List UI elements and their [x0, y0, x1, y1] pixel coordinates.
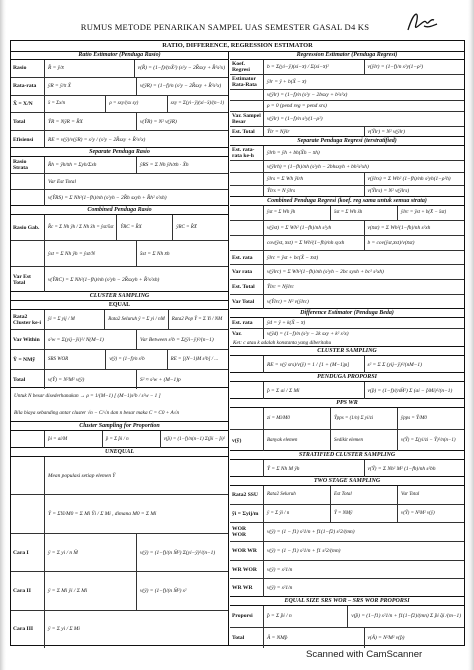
row-label: Total	[11, 370, 45, 389]
section-heading: EQUAL SIZE SRS WOR – SRS WOR PROPORSI	[230, 597, 464, 606]
scan-shadow-left	[0, 0, 6, 670]
formula-cell: Ŷlr = Nȳlr	[264, 127, 365, 137]
section-heading: STRATIFIED CLUSTER SAMPLING	[230, 451, 464, 460]
section-rows	[230, 408, 464, 451]
formula-cell: ȳlrc = ȳst + b(X̄ − x̄st)	[401, 210, 447, 216]
row-label	[11, 431, 45, 448]
formula-cell: Est Total	[331, 486, 398, 504]
section-rows	[230, 206, 464, 309]
formula-row	[230, 579, 464, 597]
section-heading: Combined Penduga Rasio	[11, 206, 228, 215]
row-label: Total	[230, 628, 264, 649]
formula-cell: b = Σ(yi−ȳ)(xi−x̄) / Σ(xi−x̄)²	[264, 60, 365, 74]
formula-cell: R̂ = ȳ/x̄	[45, 60, 135, 77]
formula-cell: v(ȳlr) = (1−f)/n (s²y − 2bsxy + b²s²x)	[267, 92, 348, 98]
formula-row	[230, 356, 464, 373]
formula-cell: R̂c = Σ Nh ȳh / Σ Nh x̄h = ŷst/x̂st	[45, 215, 117, 240]
row-label	[230, 206, 264, 220]
formula-cell: RE = v(ȳ srs)/v(ȳ) = 1 / [1 + (M−1)ρ]	[264, 356, 365, 373]
camscanner-watermark: Scanned with CamScanner	[306, 649, 423, 660]
formula-cell: ŶRC = R̂X	[117, 215, 173, 240]
formula-cell: SRS WOR	[45, 350, 106, 369]
formula-cell: ŷst = Σ Nh ȳh = ŷst/N	[45, 241, 137, 266]
formula-cell: Ŷ = NMȳ	[331, 505, 398, 523]
proportion-estimator-section	[230, 373, 464, 399]
formula-row	[11, 113, 228, 131]
formula-row	[230, 628, 464, 649]
row-label	[230, 90, 264, 100]
row-label: WR WOR	[230, 561, 264, 579]
formula-row	[11, 60, 228, 78]
section-heading: UNEQUAL	[11, 448, 228, 457]
formula-cell: ρ = 0 (pend reg = pend srs)	[267, 103, 327, 109]
row-label: v(ȳ)	[230, 430, 264, 451]
regression-estimator-section	[230, 51, 464, 137]
difference-estimator-section	[230, 309, 464, 347]
section-rows	[11, 215, 228, 292]
section-rows	[230, 382, 464, 399]
formula-row	[230, 251, 464, 266]
formula-row	[230, 206, 464, 221]
formula-cell: x̂st = Σ Nh x̄h	[140, 250, 170, 257]
section-heading: Ratio Estimator (Penduga Rasio)	[11, 51, 228, 60]
formula-cell: ȳlrc = ȳst + bc(X̄ − x̄st)	[267, 254, 319, 261]
formula-row	[230, 60, 464, 75]
section-heading: TWO STAGE SAMPLING	[230, 477, 464, 486]
formula-cell: RE = [(N−1)M s²b] / ...	[170, 357, 219, 362]
main-header: RATIO, DIFFERENCE, REGRESSION ESTIMATOR	[11, 41, 464, 52]
row-label	[11, 241, 45, 266]
formula-cell: v(Â) = N²M² v(p̂)	[367, 634, 405, 641]
formula-row	[11, 431, 228, 448]
formula-row	[11, 572, 228, 610]
formula-cell: v(ȳ) = (1−f)/(n M̄²) s²	[140, 587, 187, 594]
formula-cell: v(ȳlrc) = Σ Wh²(1−fh)/nh (s²yh − 2bc syxh + bc² s²xh)	[267, 269, 384, 276]
formula-cell: ȳlrs = Σ Wh ȳlrh	[264, 173, 365, 184]
formula-cell: v(ȳlrs) = Σ Wh² (1−fh)/nh s²yh(1−ρ²h)	[367, 175, 451, 182]
formula-cell: ȳ = Σ yi / Σ Mi	[48, 626, 80, 633]
section-rows	[11, 431, 228, 448]
pps-wr-section	[230, 399, 464, 451]
formula-cell: v(Ŷlr) = N² v(ȳlr)	[367, 129, 405, 135]
section-heading: CLUSTER SAMPLING	[11, 292, 228, 301]
formula-row	[230, 146, 464, 161]
formula-row	[11, 611, 228, 648]
section-note: Ket: c atau k adalah konstanta yang diberitahu	[233, 340, 332, 346]
formula-cell: v(p̂) = (1−f)/(nM̄²) Σ (ai − p̂Mi)²/(n−1)	[367, 387, 453, 394]
formula-cell: Sedikit elemen	[331, 430, 398, 451]
row-label: WR WR	[230, 579, 264, 597]
formula-row	[230, 101, 464, 112]
combined-regression-section	[230, 197, 464, 309]
formula-cell: ȳRC = R̂X̄	[176, 225, 197, 230]
formula-cell: v(ȳd) = (1−f)/n (s²y − 2k sxy + k² s²x)	[267, 331, 349, 337]
formula-cell: v(p̂) = (1−f1) s²1/n + f1(1−f2)/(mn) Σ p̂i q̂i /(m−1)	[351, 613, 461, 620]
formula-row	[230, 318, 464, 329]
row-label: Est. rata-rata ke-h	[230, 146, 264, 160]
row-label: Koef. Regresi	[230, 60, 264, 74]
signature-icon	[404, 8, 440, 36]
formula-row	[11, 457, 228, 495]
formula-row	[230, 280, 464, 295]
formula-row	[230, 186, 464, 197]
formula-cell: v(ȳ) = (1 − f1) s²1/n + f1 s²2/(mn)	[267, 547, 341, 554]
cluster-note: Bila biaya sebanding antar cluster √n − C/√n dan n besar maka C = C0 + A√n	[14, 410, 180, 416]
formula-cell: Â = NMp̂	[264, 628, 365, 649]
section-rows	[230, 356, 464, 373]
formula-row	[230, 486, 464, 505]
formula-cell: v(Ŷ) = Σ(yi/zi − Ŷ)²/n(n−1)	[401, 438, 456, 443]
formula-row	[230, 523, 464, 542]
right-column	[230, 51, 464, 645]
formula-row	[11, 310, 228, 330]
section-rows	[11, 157, 228, 206]
section-heading: Difference Estimator (Penduga Beda)	[230, 309, 464, 318]
formula-cell: v(ȳlr) = (1−f)/n s²y(1−ρ²)	[267, 116, 323, 122]
section-heading: PPS WR	[230, 399, 464, 408]
formula-cell: zi = Mi/M0	[264, 408, 331, 429]
section-heading: CLUSTER SAMPLING	[230, 347, 464, 356]
formula-row	[230, 90, 464, 101]
separate-ratio-section	[11, 148, 228, 206]
formula-cell: p̂ = Σ p̂i / n	[264, 606, 348, 627]
formula-row	[11, 330, 228, 350]
formula-cell: v(Ŷ) = N²M² v(ȳ)	[45, 370, 137, 389]
section-rows	[230, 60, 464, 137]
formula-row	[230, 606, 464, 628]
section-rows	[230, 486, 464, 597]
cluster-re-section	[230, 347, 464, 373]
formula-cell: ȳpps = Ŷ/M0	[401, 416, 427, 421]
cluster-sampling-section	[11, 292, 228, 388]
formula-cell: Ŷlrc = Nȳlrc	[267, 284, 294, 291]
row-label	[11, 495, 45, 532]
row-label	[230, 460, 264, 477]
formula-cell: ȳi = Σ yij / M	[45, 310, 105, 329]
formula-cell: v(ȳst) = Σ Wh² (1−fh)/nh s²yh	[264, 221, 365, 235]
section-rows	[230, 318, 464, 339]
row-label: Est. Total	[230, 280, 264, 294]
row-label	[230, 101, 264, 111]
formula-cell: x̄ = Σx/n	[45, 96, 106, 113]
formula-cell: ȳst = Σ Wh ȳh	[264, 206, 331, 220]
formula-cell: ȳ = Σ yi / n M̄	[45, 534, 137, 571]
formula-cell: p̂ = Σ p̂i / n	[103, 431, 161, 448]
unequal-cluster-section	[11, 448, 228, 647]
row-label: Cara II	[11, 572, 45, 609]
formula-cell: p̂i = ai/M	[45, 431, 103, 448]
formula-row	[11, 370, 228, 389]
formula-cell: RE = v(ȳ)/v(ȳR) = s²y / (s²y − 2R̂sxy + R̂²s²x)	[48, 136, 146, 143]
formula-cell: b = cov(ȳst,x̄st)/v(x̄st)	[367, 239, 415, 246]
formula-cell: v(ȳR) = (1−f)/n (s²y − 2R̂sxy + R̂²s²x)	[140, 83, 222, 90]
formula-cell: Mean populasi setiap elemen Ȳ	[48, 472, 116, 479]
formula-cell: v(ȳlr) = (1−f)/n s²y(1−ρ²)	[367, 64, 423, 70]
formula-row	[230, 127, 464, 137]
formula-cell: sxy = Σ(yi−ȳ)(xi−x̄)/(n−1)	[170, 101, 225, 107]
section-rows	[11, 310, 228, 389]
formula-cell: ȳlr = ȳ + b(X̄ − x̄)	[267, 79, 307, 85]
formula-row	[230, 408, 464, 430]
formula-cell: v(ȳ) = (1−f)/(n M̄²) Σ(yi−ȳ)²/(n−1)	[140, 549, 216, 556]
formula-cell: v(ȳlrh) = (1−fh)/nh (s²yh − 2bhsxyh + bh²s²xh)	[267, 163, 369, 170]
section-rows	[230, 146, 464, 197]
formula-cell: Ŷ = Σ Nh M ȳh	[264, 460, 365, 477]
row-label: X̄ = X/N	[11, 96, 45, 113]
row-label: Var Within	[11, 330, 45, 349]
formula-cell: v(Ŷlrc) = N² v(ȳlrc)	[267, 299, 309, 306]
row-label: Var Est Total	[11, 267, 45, 292]
formula-cell: v(ŶRC) = Σ Nh²(1−fh)/nh (s²yh − 2R̂sxyh + R̂²s²xh)	[48, 276, 160, 283]
formula-row	[230, 542, 464, 561]
formula-cell: cov(ȳst, x̄st) = Σ Wh²(1−fh)/nh syxh	[264, 236, 365, 250]
formula-cell: v(R̂) = (1−f)/(nX̄²) (s²y − 2R̂sxy + R̂²s²x)	[137, 65, 225, 72]
row-label: WOR WR	[230, 542, 264, 560]
formula-row	[230, 430, 464, 451]
formula-cell: ȳd = ȳ + k(X̄ − x̄)	[267, 320, 306, 326]
cluster-proportion-section	[11, 422, 228, 448]
row-label: Ŷ = NMȳ	[11, 350, 45, 369]
row-label	[230, 186, 264, 197]
formula-cell: Banyak elemen	[264, 430, 331, 451]
formula-cell: v(ȳ) = (1 − f1) s²1/n + f1(1−f2) s²2/(mn)	[267, 529, 355, 536]
formula-cell: v(ȳ) = s²1/n	[267, 566, 293, 573]
row-label: Cara III	[11, 611, 45, 648]
row-label: Rasio	[11, 60, 45, 77]
cluster-note: Untuk N besar disederhanakan → ρ = 1/(M−1) [ (M−1)s²b / s²w − 1 ]	[14, 393, 161, 399]
formula-cell: v(Ŷ) = N²M² v(ȳ)	[401, 511, 435, 516]
formula-row	[230, 236, 464, 251]
formula-row	[230, 173, 464, 185]
section-rows	[230, 606, 464, 648]
formula-row	[230, 460, 464, 477]
row-label	[11, 174, 45, 190]
formula-cell: v(p̂) = (1−f)/n(n−1) Σ(p̂i − p̂)²	[163, 437, 225, 442]
formula-cell: v(ŶRS) = Σ Nh²(1−fh)/nh (s²yh − 2R̂h sxyh + R̂h² s²xh)	[48, 195, 167, 202]
row-label	[230, 356, 264, 373]
formula-cell: Var Total	[401, 492, 420, 498]
row-label	[230, 173, 264, 184]
row-label: Rata2 Cluster ke-i	[11, 310, 45, 329]
row-label: Est. rata	[230, 318, 264, 328]
formula-cell: ȳ = Σ Mi ȳi / Σ Mi	[45, 572, 137, 609]
formula-row	[11, 131, 228, 148]
left-column	[11, 51, 229, 645]
formula-cell: Rata2 Seluruh	[264, 486, 331, 504]
formula-row	[11, 190, 228, 206]
formula-cell: p̂ = Σ ai / Σ Mi	[264, 382, 365, 399]
section-rows	[11, 60, 228, 148]
formula-cell: ŶR = NȳR = R̂X	[45, 113, 137, 130]
section-heading: Separate Penduga Rasio	[11, 148, 228, 157]
row-label: Efisiensi	[11, 131, 45, 148]
formula-row	[230, 265, 464, 280]
row-label: Total	[11, 113, 45, 130]
row-label	[230, 161, 264, 172]
stratified-cluster-section	[230, 451, 464, 477]
formula-row	[230, 382, 464, 399]
two-stage-section	[230, 477, 464, 597]
combined-ratio-section	[11, 206, 228, 292]
section-heading: Separate Penduga Regresi (terstratified)	[230, 137, 464, 146]
scan-shadow-right	[468, 0, 474, 670]
formula-cell: Ȳ = ΣYi/M0 = Σ Mi Ȳi / Σ Mi , dimana M0 = Σ Mi	[48, 511, 157, 518]
row-label	[11, 190, 45, 206]
ratio-estimator-section	[11, 51, 228, 148]
formula-cell: R̂h = ȳh/x̄h = Σyh/Σxh	[45, 157, 137, 173]
formula-row	[230, 112, 464, 127]
formula-cell: s²w = Σ(yij−ȳi)²/ N(M−1)	[45, 330, 137, 349]
row-label	[11, 457, 45, 494]
row-label: Rasio Strata	[11, 157, 45, 173]
row-label: Proporsi	[230, 606, 264, 627]
formula-cell: v(ŶR) = N² v(ȳR)	[140, 118, 177, 125]
formula-cell: v(ŷ) = (1−f)/n s²b	[106, 350, 167, 369]
row-label	[230, 408, 264, 429]
formula-row	[230, 561, 464, 580]
formula-cell: ȳ = Σ ȳi / n	[264, 505, 331, 523]
formula-cell: ȳR = ȳ/x̄ X̄	[45, 78, 137, 95]
row-label: Var Total	[230, 295, 264, 309]
formula-row	[11, 174, 228, 191]
section-rows	[230, 460, 464, 477]
formula-cell: v(Ŷlrs) = N² v(ȳlrs)	[367, 188, 410, 195]
formula-cell: x̄st = Σ Wh x̄h	[331, 206, 398, 220]
formula-row	[11, 495, 228, 533]
formula-cell: Rata2 Pop Ȳ = Σ Yi / NM	[171, 317, 223, 322]
row-label: Var rata	[230, 265, 264, 279]
formula-row	[230, 295, 464, 309]
formula-cell: Var Between s²b = Σ(ȳi−ȳ)²/(n−1)	[140, 336, 214, 343]
cluster-notes-section	[11, 388, 228, 422]
formula-sheet	[10, 40, 465, 646]
row-label	[230, 236, 264, 250]
formula-row	[11, 241, 228, 267]
formula-cell: Var Est Total	[48, 178, 76, 185]
formula-cell: Ŷpps = (1/n) Σ yi/zi	[331, 408, 398, 429]
separate-regression-section	[230, 137, 464, 197]
formula-row	[11, 78, 228, 96]
section-heading: Combined Penduga Regresi (koef. reg sama untuk semua strata)	[230, 197, 464, 206]
formula-row	[230, 505, 464, 524]
page-title: RUMUS METODE PENARIKAN SAMPEL UAS SEMESTER GASAL D4 KS	[80, 22, 370, 32]
row-label: WOR WOR	[230, 523, 264, 541]
formula-cell: Rata2 Seluruh ȳ = Σ yi / nM	[105, 310, 168, 329]
row-label: Est. Total	[230, 127, 264, 137]
section-heading: PENDUGA PROPORSI	[230, 373, 464, 382]
formula-cell: ŷRS = Σ Nh ȳh/x̄h · X̄h	[140, 161, 189, 168]
row-label: ȳi = Σyij/m	[230, 505, 264, 523]
equal-size-proportion-section	[230, 597, 464, 647]
row-label: Rata-rata	[11, 78, 45, 95]
formula-cell: v(Ŷ) = Σ Nh² M² (1−fh)/nh s²bh	[367, 465, 436, 472]
section-heading: Regression Estimator (Penduga Regresi)	[230, 51, 464, 60]
section-heading: Cluster Sampling for Proportion	[11, 422, 228, 431]
formula-cell: ρ = sxy/(sx sy)	[106, 96, 167, 113]
formula-cell: s² = Σ Σ (yij−ȳ)²/(nM−1)	[367, 361, 422, 368]
formula-row	[11, 157, 228, 174]
row-label: Cara I	[11, 534, 45, 571]
formula-cell: Ŷlrs = N ȳlrs	[264, 186, 365, 197]
formula-row	[11, 534, 228, 572]
formula-cell: S² ≈ s²w + (M−1)p	[140, 376, 181, 383]
row-label: Rata2 SSU	[230, 486, 264, 504]
section-rows	[11, 457, 228, 648]
row-label: Estimator Rata-Rata	[230, 75, 264, 89]
row-label	[230, 382, 264, 399]
row-label: Est. rata	[230, 251, 264, 265]
formula-row	[11, 96, 228, 114]
formula-cell: v(ȳ) = s²1/n	[267, 585, 293, 592]
formula-row	[230, 75, 464, 90]
formula-row	[230, 329, 464, 339]
formula-row	[230, 161, 464, 173]
formula-cell: v(x̄st) = Σ Wh²(1−fh)/nh s²xh	[367, 224, 431, 231]
formula-cell: ȳlrh = ȳh + bh(X̄h − x̄h)	[267, 150, 320, 156]
row-label: Var.	[230, 329, 264, 339]
formula-row	[11, 215, 228, 241]
formula-row	[11, 350, 228, 370]
section-subheading: EQUAL	[11, 301, 228, 310]
row-label: Var. Sampel Besar	[230, 112, 264, 126]
formula-row	[230, 221, 464, 236]
formula-row	[11, 267, 228, 292]
row-label	[230, 221, 264, 235]
row-label: Rasio Gab.	[11, 215, 45, 240]
